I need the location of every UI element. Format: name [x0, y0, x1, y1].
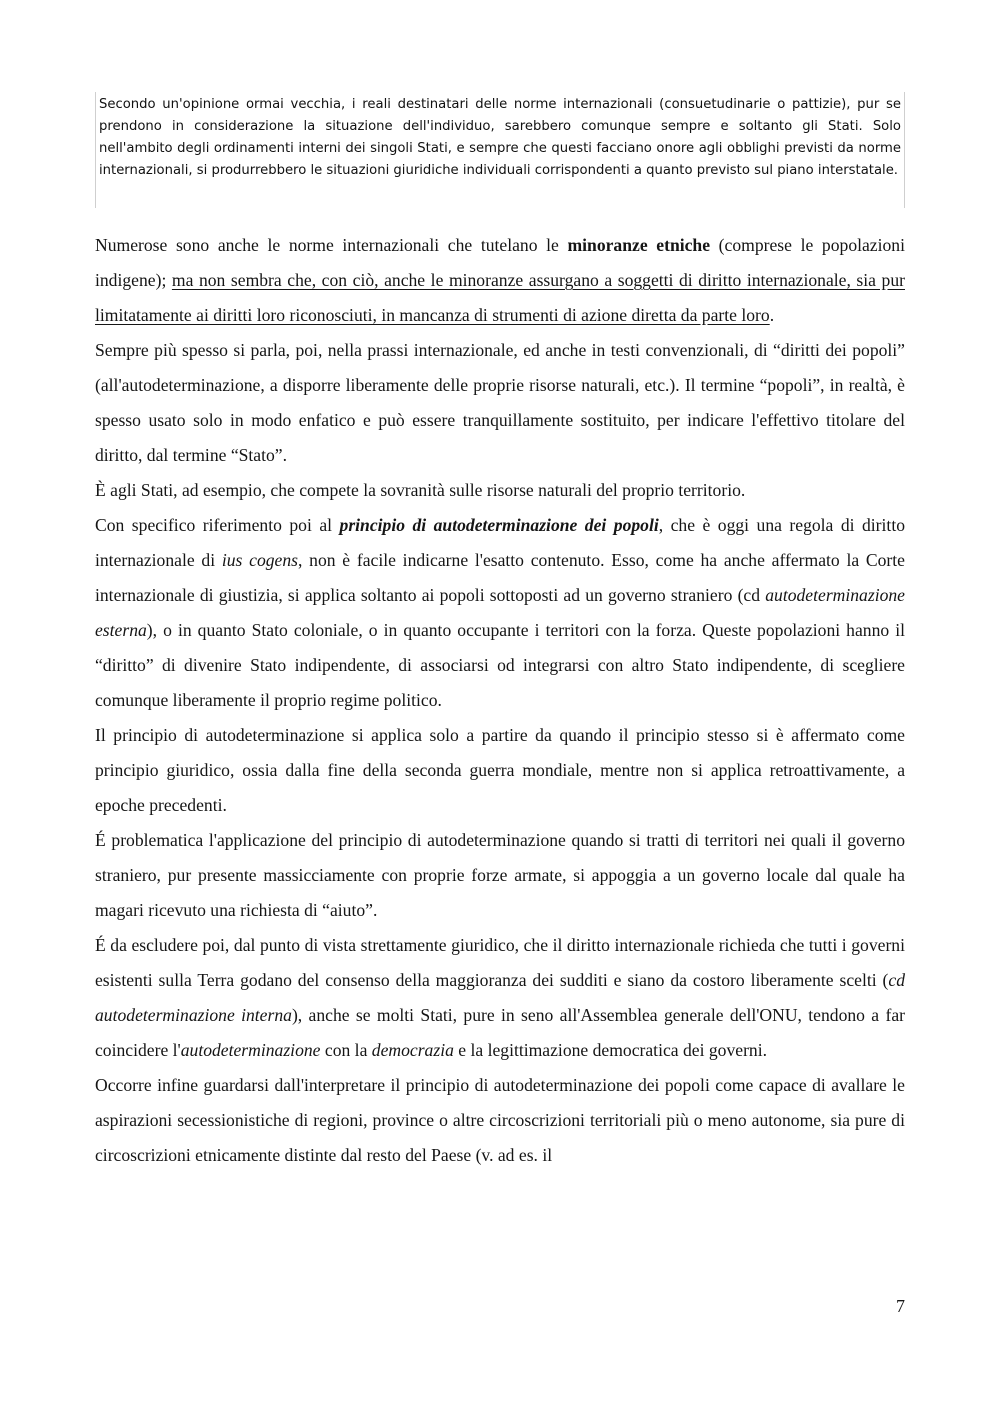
text-run: Numerose sono anche le norme internazionali che tutelano le: [95, 235, 568, 255]
boxed-note: [95, 92, 905, 208]
italic-term: cd autodeterminazione interna: [95, 970, 905, 1025]
text-run: e la legittimazione democratica dei governi.: [453, 1040, 768, 1060]
italic-term: autodeterminazione esterna: [95, 585, 905, 640]
text-run: , che è oggi una regola di diritto internazionale di: [95, 515, 906, 570]
text-run: (comprese le popolazioni indigene);: [95, 235, 905, 290]
paragraph-minoranze: [95, 228, 905, 333]
paragraph-secessione: Occorre infine guardarsi dall'interpretare il principio di autodeterminazione dei popoli come capace di avallare le aspirazioni secessionistiche di regioni, province o altre circoscrizioni territoriali più o meno autonome, sia pure di circoscrizioni etnicamente distinte dal resto del Paese (v. ad es. il: [95, 1075, 905, 1165]
paragraph-problematica: É problematica l'applicazione del principio di autodeterminazione quando si tratti di territori nei quali il governo straniero, pur presente massicciamente con proprie forze armate, si appoggia a un governo locale dal quale ha magari ricevuto una richiesta di “aiuto”.: [95, 830, 905, 920]
page-number: 7: [896, 1296, 905, 1316]
paragraph-escludere: [95, 928, 905, 1068]
note-text: Secondo un'opinione ormai vecchia, i reali destinatari delle norme internazionali (consuetudinarie o pattizie), pur se prendono in considerazione la situazione dell'individuo, sarebbero comunque sempre e soltanto gli Stati. Solo nell'ambito degli ordinamenti interni dei singoli Stati, e sempre che questi facciano onore agli obblighi previsti da norme internazionali, si produrrebbero le situazioni giuridiche individuali corrispondenti a quanto previsto sul piano interstatale.: [99, 97, 901, 178]
text-run: ), o in quanto Stato coloniale, o in quanto occupante i territori con la forza. Queste popolazioni hanno il “diritto” di divenire Stato indipendente, di associarsi od integrarsi con altro Stato indipendente, di scegliere comunque liberamente il proprio regime politico.: [95, 620, 905, 710]
text-run: ), anche se molti Stati, pure in seno all'Assemblea generale dell'ONU, tendono a far coincidere l': [95, 1005, 905, 1060]
text-run: , non è facile indicarne l'esatto contenuto. Esso, come ha anche affermato la Corte internazionale di giustizia, si applica soltanto ai popoli sottoposti ad un governo straniero (cd: [95, 550, 905, 605]
text-run: con la: [320, 1040, 372, 1060]
paragraph-applicazione: Il principio di autodeterminazione si applica solo a partire da quando il principio stesso si è affermato come principio giuridico, ossia dalla fine della seconda guerra mondiale, mentre non si applica retroattivamente, a epoche precedenti.: [95, 725, 905, 815]
bold-italic-term: principio di autodeterminazione dei popoli: [339, 515, 659, 535]
text-run: .: [769, 305, 775, 325]
text-run: Con specifico riferimento poi al: [95, 515, 340, 535]
italic-term: autodeterminazione: [180, 1040, 321, 1060]
underlined-text: ma non sembra che, con ciò, anche le minoranze assurgano a soggetti di diritto internazionale, sia pur limitatamente ai diritti loro riconosciuti, in mancanza di strumenti di azione diretta da parte loro: [95, 270, 905, 325]
italic-term: ius cogens: [221, 550, 298, 570]
text-run: É da escludere poi, dal punto di vista strettamente giuridico, che il diritto internazionale richieda che tutti i governi esistenti sulla Terra godano del consenso della maggioranza dei sudditi e siano da costoro liberamente scelti (: [95, 935, 905, 990]
body-text: [95, 228, 905, 1173]
bold-term: minoranze etniche: [567, 235, 711, 255]
paragraph-principio: [95, 508, 905, 718]
paragraph-sovranita: È agli Stati, ad esempio, che compete la sovranità sulle risorse naturali del proprio territorio.: [95, 480, 746, 500]
paragraph-diritti-popoli: Sempre più spesso si parla, poi, nella prassi internazionale, ed anche in testi convenzionali, di “diritti dei popoli” (all'autodeterminazione, a disporre liberamente delle proprie risorse naturali, etc.). Il termine “popoli”, in realtà, è spesso usato solo in modo enfatico e può essere tranquillamente sostituito, per indicare l'effettivo titolare del diritto, dal termine “Stato”.: [95, 340, 905, 465]
italic-term: democrazia: [371, 1040, 454, 1060]
